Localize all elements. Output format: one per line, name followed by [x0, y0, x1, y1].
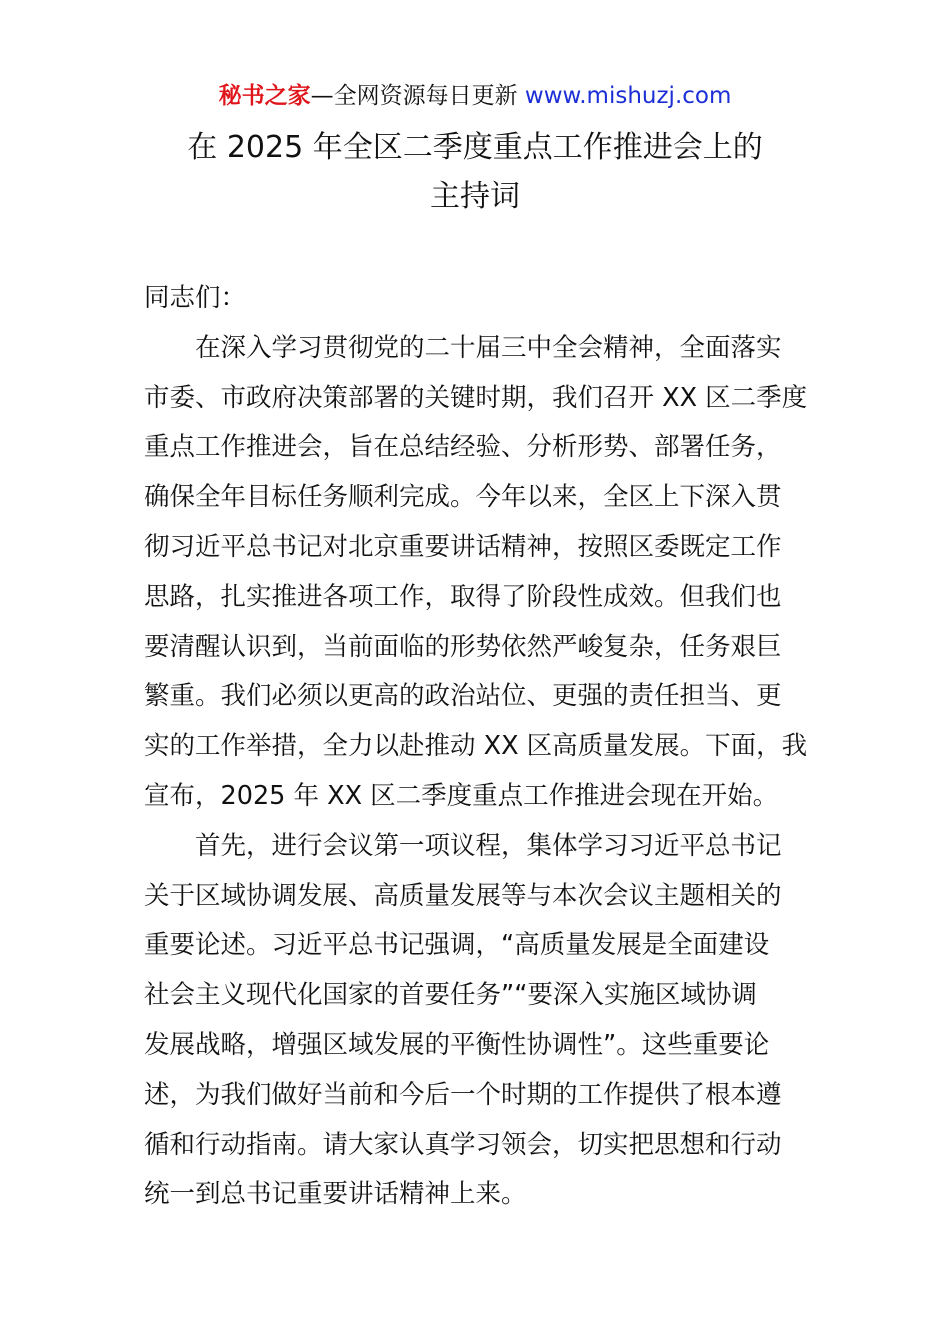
paragraph-line: 思路，扎实推进各项工作，取得了阶段性成效。但我们也	[144, 581, 782, 612]
paragraph-line: 市委、市政府决策部署的关键时期，我们召开 XX 区二季度	[144, 382, 808, 413]
document-body	[144, 274, 810, 1220]
paragraph-line: 要清醒认识到，当前面临的形势依然严峻复杂，任务艰巨	[144, 631, 782, 662]
header-tagline: —全网资源每日更新	[310, 83, 525, 109]
paragraph-line: 彻习近平总书记对北京重要讲话精神，按照区委既定工作	[144, 531, 782, 562]
document-title-line-1: 在 2025 年全区二季度重点工作推进会上的	[187, 130, 763, 165]
paragraph-line: 宣布，2025 年 XX 区二季度重点工作推进会现在开始。	[144, 780, 779, 811]
paragraph-line: 重要论述。习近平总书记强调，“高质量发展是全面建设	[144, 930, 770, 961]
paragraph-line: 确保全年目标任务顺利完成。今年以来，全区上下深入贯	[144, 482, 782, 513]
paragraph-line: 在深入学习贯彻党的二十届三中全会精神，全面落实	[195, 332, 782, 363]
salutation: 同志们：	[144, 283, 247, 313]
paragraph-1	[144, 324, 810, 822]
paragraph-line: 首先，进行会议第一项议程，集体学习习近平总书记	[195, 830, 782, 861]
paragraph-line: 实的工作举措，全力以赴推动 XX 区高质量发展。下面，我	[144, 731, 808, 762]
site-url: www.mishuzj.com	[524, 83, 732, 109]
site-header	[0, 78, 950, 114]
paragraph-line: 社会主义现代化国家的首要任务”“要深入实施区域协调	[144, 980, 757, 1011]
paragraph-line: 统一到总书记重要讲话精神上来。	[144, 1179, 527, 1210]
paragraph-2	[144, 822, 810, 1220]
paragraph-line: 重点工作推进会，旨在总结经验、分析形势、部署任务，	[144, 432, 782, 463]
brand-name: 秘书之家	[218, 83, 311, 109]
paragraph-line: 繁重。我们必须以更高的政治站位、更强的责任担当、更	[144, 681, 782, 712]
paragraph-line: 发展战略，增强区域发展的平衡性协调性”。这些重要论	[144, 1029, 770, 1060]
paragraph-line: 关于区域协调发展、高质量发展等与本次会议主题相关的	[144, 880, 782, 911]
paragraph-line: 述，为我们做好当前和今后一个时期的工作提供了根本遵	[144, 1079, 782, 1110]
document-title-line-2: 主持词	[430, 179, 520, 214]
paragraph-line: 循和行动指南。请大家认真学习领会，切实把思想和行动	[144, 1129, 782, 1160]
